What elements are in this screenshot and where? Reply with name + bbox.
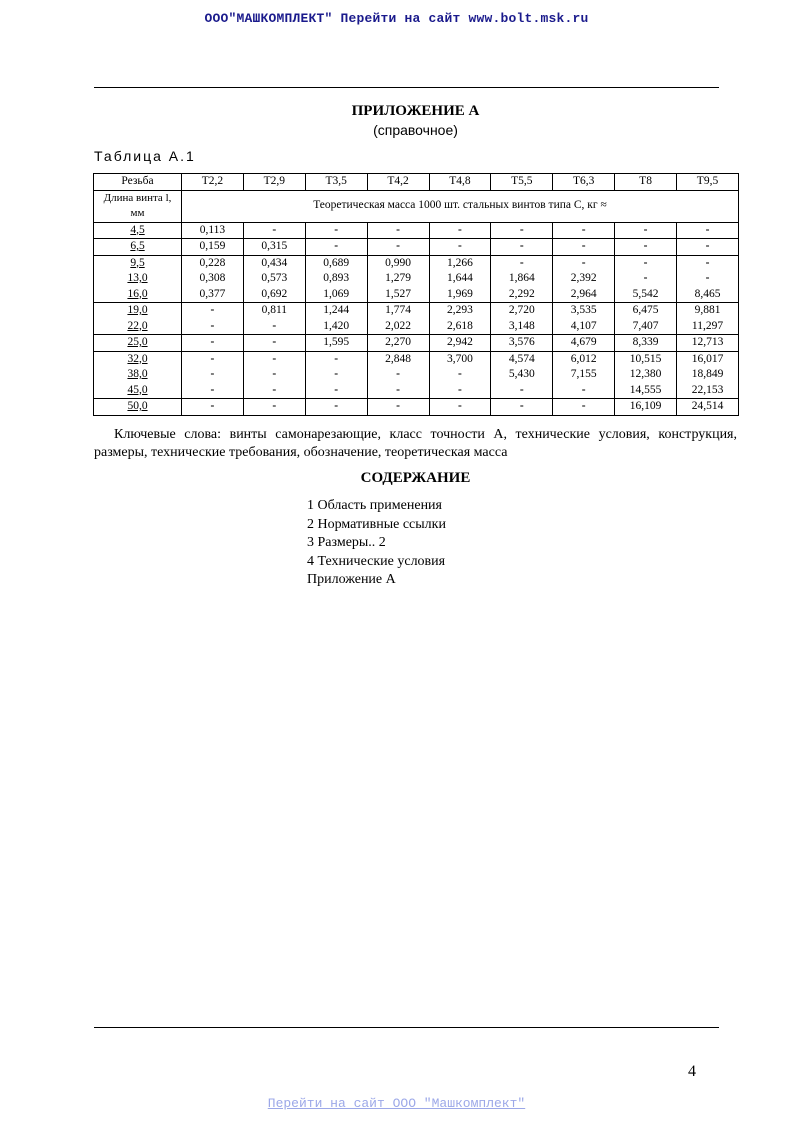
mass-cell: 0,893	[305, 271, 367, 287]
mass-cell: -	[491, 255, 553, 271]
mass-cell: -	[367, 383, 429, 399]
length-cell: 38,0	[94, 367, 182, 383]
mass-cell: 2,022	[367, 319, 429, 335]
mass-cell: 0,308	[182, 271, 244, 287]
table-row	[94, 367, 739, 383]
table-row	[94, 255, 739, 271]
table-row	[94, 222, 739, 239]
mass-cell: 12,380	[615, 367, 677, 383]
mass-cell: 2,720	[491, 303, 553, 319]
mass-table-body	[94, 222, 739, 415]
keywords-text: Ключевые слова: винты самонарезающие, класс точности А, технические условия, конструкция, размеры, технические требования, обозначение, теоретическая масса	[94, 427, 737, 460]
thread-label: Резьба	[94, 174, 182, 191]
table-row	[94, 303, 739, 319]
contents-item: 4 Технические условия	[307, 553, 446, 569]
mass-cell: -	[182, 319, 244, 335]
mass-cell: -	[367, 399, 429, 416]
footer-divider	[94, 1027, 719, 1028]
length-cell: 16,0	[94, 287, 182, 303]
mass-cell: -	[677, 239, 739, 256]
thread-header-cell: Т6,3	[553, 174, 615, 191]
thread-header-cell: Т9,5	[677, 174, 739, 191]
footer-site-link[interactable]: Перейти на сайт ООО "Машкомплект"	[267, 1096, 526, 1111]
mass-cell: -	[243, 367, 305, 383]
mass-cell: -	[677, 222, 739, 239]
mass-cell: 6,012	[553, 351, 615, 367]
mass-cell: 2,618	[429, 319, 491, 335]
mass-cell: 0,689	[305, 255, 367, 271]
mass-cell: 18,849	[677, 367, 739, 383]
mass-cell: -	[367, 222, 429, 239]
mass-cell: 24,514	[677, 399, 739, 416]
contents-list	[307, 497, 446, 590]
table-row	[94, 319, 739, 335]
mass-cell: 7,407	[615, 319, 677, 335]
table-row	[94, 399, 739, 416]
mass-cell: -	[491, 222, 553, 239]
mass-cell: -	[182, 367, 244, 383]
appendix-title: ПРИЛОЖЕНИЕ А	[351, 103, 480, 119]
mass-cell: -	[615, 271, 677, 287]
mass-cell: 0,228	[182, 255, 244, 271]
mass-cell: 3,535	[553, 303, 615, 319]
mass-cell: 16,109	[615, 399, 677, 416]
mass-cell: -	[243, 351, 305, 367]
mass-cell: 1,644	[429, 271, 491, 287]
mass-cell: 11,297	[677, 319, 739, 335]
mass-cell: 0,377	[182, 287, 244, 303]
mass-note: Теоретическая масса 1000 шт. стальных винтов типа С, кг ≈	[182, 190, 739, 222]
mass-cell: 8,465	[677, 287, 739, 303]
mass-cell: 16,017	[677, 351, 739, 367]
thread-header-cell: Т4,8	[429, 174, 491, 191]
mass-cell: 1,774	[367, 303, 429, 319]
mass-cell: 1,527	[367, 287, 429, 303]
mass-cell: -	[429, 399, 491, 416]
contents-item: 3 Размеры.. 2	[307, 535, 386, 550]
mass-cell: -	[182, 303, 244, 319]
mass-cell: -	[429, 367, 491, 383]
mass-cell: -	[553, 399, 615, 416]
mass-cell: -	[182, 383, 244, 399]
mass-cell: 5,430	[491, 367, 553, 383]
mass-cell: -	[553, 239, 615, 256]
mass-cell: -	[243, 399, 305, 416]
mass-cell: -	[367, 239, 429, 256]
thread-header-cell: Т2,2	[182, 174, 244, 191]
contents-item: 2 Нормативные ссылки	[307, 516, 446, 532]
mass-cell: 3,576	[491, 335, 553, 352]
mass-cell: -	[491, 239, 553, 256]
mass-cell: -	[429, 239, 491, 256]
mass-cell: 3,148	[491, 319, 553, 335]
mass-cell: 1,069	[305, 287, 367, 303]
mass-cell: -	[182, 399, 244, 416]
page-number: 4	[688, 1063, 696, 1080]
mass-cell: 2,392	[553, 271, 615, 287]
mass-cell: 5,542	[615, 287, 677, 303]
mass-cell: 6,475	[615, 303, 677, 319]
mass-cell: -	[182, 351, 244, 367]
mass-cell: 7,155	[553, 367, 615, 383]
mass-table	[93, 173, 739, 416]
mass-cell: 0,159	[182, 239, 244, 256]
contents-item: Приложение А	[307, 572, 396, 587]
mass-cell: -	[305, 399, 367, 416]
table-row	[94, 239, 739, 256]
mass-cell: 8,339	[615, 335, 677, 352]
thread-header-cell: Т5,5	[491, 174, 553, 191]
header-divider	[94, 87, 719, 88]
mass-cell: -	[615, 239, 677, 256]
mass-cell: -	[243, 222, 305, 239]
table-caption: Таблица А.1	[94, 148, 196, 164]
appendix-subtitle: (справочное)	[373, 122, 458, 138]
mass-cell: -	[491, 383, 553, 399]
mass-cell: 1,420	[305, 319, 367, 335]
thread-header-cell: Т8	[615, 174, 677, 191]
table-row	[94, 351, 739, 367]
mass-cell: 2,270	[367, 335, 429, 352]
contents-item: 1 Область применения	[307, 498, 442, 513]
mass-cell: 0,573	[243, 271, 305, 287]
mass-cell: -	[677, 255, 739, 271]
length-cell: 50,0	[94, 399, 182, 416]
thread-header-cell: Т3,5	[305, 174, 367, 191]
mass-cell: 1,595	[305, 335, 367, 352]
mass-cell: -	[243, 319, 305, 335]
contents-title: СОДЕРЖАНИЕ	[360, 470, 471, 486]
mass-cell: -	[305, 367, 367, 383]
mass-cell: 2,293	[429, 303, 491, 319]
mass-cell: 0,113	[182, 222, 244, 239]
mass-cell: 2,964	[553, 287, 615, 303]
mass-cell: -	[677, 271, 739, 287]
mass-cell: 4,679	[553, 335, 615, 352]
mass-cell: 1,244	[305, 303, 367, 319]
mass-cell: 2,292	[491, 287, 553, 303]
mass-cell: -	[553, 255, 615, 271]
mass-cell: -	[243, 383, 305, 399]
mass-cell: 0,990	[367, 255, 429, 271]
length-cell: 19,0	[94, 303, 182, 319]
mass-cell: -	[615, 255, 677, 271]
thread-header-row	[94, 174, 739, 191]
length-label: Длина винта l, мм	[94, 190, 182, 222]
mass-cell: -	[429, 383, 491, 399]
mass-cell: 0,315	[243, 239, 305, 256]
mass-cell: 2,942	[429, 335, 491, 352]
mass-cell: 1,969	[429, 287, 491, 303]
header-site-link[interactable]: ООО"МАШКОМПЛЕКТ" Перейти на сайт www.bolt.msk.ru	[204, 11, 589, 26]
mass-cell: -	[553, 222, 615, 239]
mass-cell: -	[429, 222, 491, 239]
mass-cell: -	[367, 367, 429, 383]
mass-note-row	[94, 190, 739, 222]
thread-header-cell: Т2,9	[243, 174, 305, 191]
mass-cell: 12,713	[677, 335, 739, 352]
mass-cell: 1,279	[367, 271, 429, 287]
length-cell: 22,0	[94, 319, 182, 335]
mass-cell: 3,700	[429, 351, 491, 367]
mass-cell: -	[305, 239, 367, 256]
mass-cell: -	[615, 222, 677, 239]
mass-cell: -	[182, 335, 244, 352]
table-row	[94, 335, 739, 352]
mass-cell: 0,434	[243, 255, 305, 271]
mass-cell: -	[243, 335, 305, 352]
mass-cell: 0,692	[243, 287, 305, 303]
mass-cell: 4,107	[553, 319, 615, 335]
length-cell: 45,0	[94, 383, 182, 399]
mass-cell: 1,864	[491, 271, 553, 287]
length-cell: 6,5	[94, 239, 182, 256]
length-cell: 9,5	[94, 255, 182, 271]
mass-cell: 1,266	[429, 255, 491, 271]
table-row	[94, 287, 739, 303]
table-row	[94, 383, 739, 399]
mass-cell: -	[305, 351, 367, 367]
mass-cell: -	[553, 383, 615, 399]
length-cell: 25,0	[94, 335, 182, 352]
mass-cell: 2,848	[367, 351, 429, 367]
keywords-paragraph	[94, 426, 737, 462]
mass-cell: 0,811	[243, 303, 305, 319]
mass-cell: 14,555	[615, 383, 677, 399]
mass-cell: -	[491, 399, 553, 416]
mass-cell: 10,515	[615, 351, 677, 367]
length-cell: 13,0	[94, 271, 182, 287]
mass-cell: 22,153	[677, 383, 739, 399]
mass-cell: 9,881	[677, 303, 739, 319]
mass-cell: -	[305, 222, 367, 239]
table-row	[94, 271, 739, 287]
length-cell: 32,0	[94, 351, 182, 367]
mass-cell: 4,574	[491, 351, 553, 367]
thread-header-cell: Т4,2	[367, 174, 429, 191]
length-cell: 4,5	[94, 222, 182, 239]
mass-cell: -	[305, 383, 367, 399]
